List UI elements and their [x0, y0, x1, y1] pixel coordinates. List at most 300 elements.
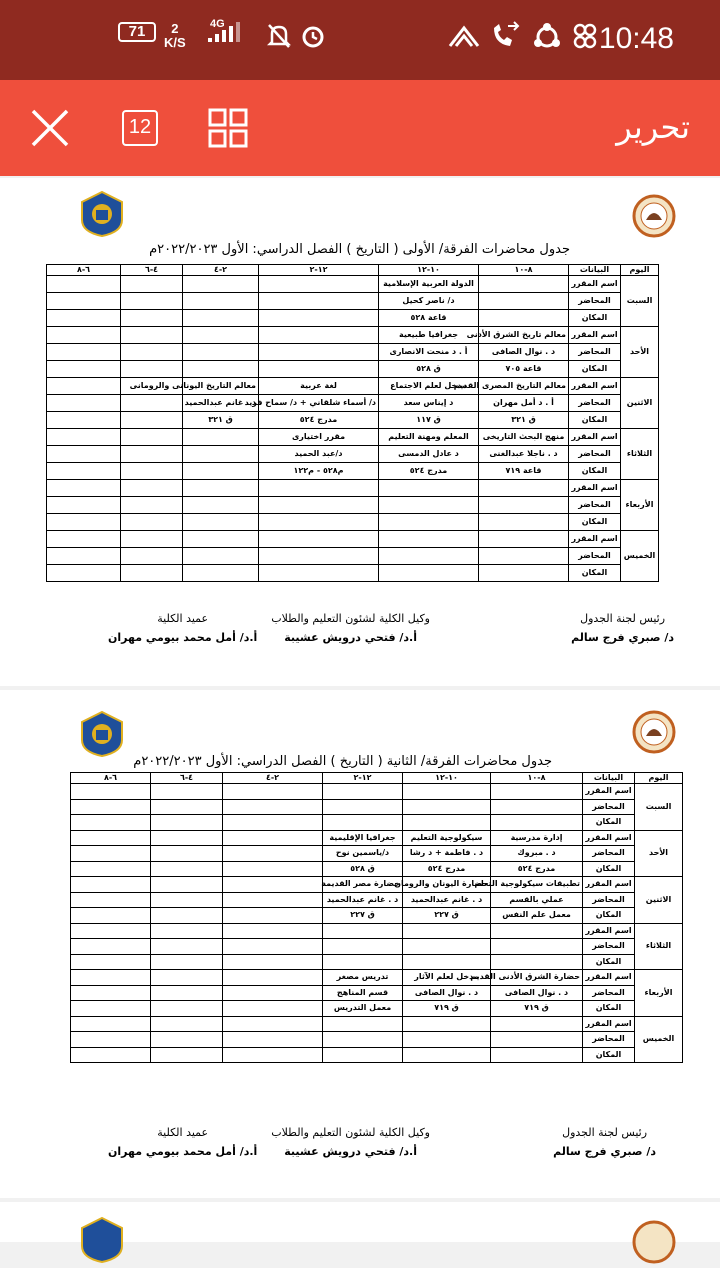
- schedule-cell: [183, 497, 259, 514]
- day-name: الثلاثاء: [621, 429, 659, 480]
- schedule-cell: [47, 310, 121, 327]
- schedule-cell: [259, 327, 379, 344]
- table-row: [47, 429, 659, 446]
- faculty-logo-icon: [632, 710, 676, 758]
- schedule-table: [70, 772, 683, 1063]
- schedule-cell: [183, 361, 259, 378]
- schedule-cell: [403, 1016, 491, 1032]
- day-name: الاثنين: [621, 378, 659, 429]
- schedule-cell: الدولة العربية الإسلامية: [379, 276, 479, 293]
- column-header: اليوم: [635, 773, 683, 784]
- row-label: المحاضر: [569, 446, 621, 463]
- row-label: المكان: [569, 310, 621, 327]
- schedule-cell: [479, 480, 569, 497]
- schedule-cell: د . مبروك: [491, 846, 583, 862]
- schedule-cell: [259, 514, 379, 531]
- schedule-cell: [121, 446, 183, 463]
- schedule-cell: د/ أسماء شلقاني + د/ سماح فريد: [259, 395, 379, 412]
- schedule-cell: معمل التدريس: [323, 1001, 403, 1017]
- row-label: المحاضر: [569, 395, 621, 412]
- schedule-cell: [47, 276, 121, 293]
- schedule-cell: [151, 970, 223, 986]
- schedule-cell: [479, 310, 569, 327]
- row-label: المحاضر: [569, 548, 621, 565]
- schedule-cell: ق ٣٢١: [183, 412, 259, 429]
- schedule-cell: [379, 514, 479, 531]
- schedule-cell: [71, 784, 151, 800]
- schedule-cell: [47, 548, 121, 565]
- table-row: [71, 799, 683, 815]
- row-label: اسم المقرر: [569, 276, 621, 293]
- schedule-cell: [223, 784, 323, 800]
- schedule-cell: [223, 877, 323, 893]
- schedule-cell: [323, 1016, 403, 1032]
- column-header: ٨-١٠: [491, 773, 583, 784]
- schedule-cell: معالم التاريخ اليونانى والرومانى: [183, 378, 259, 395]
- clock: 10:48: [598, 22, 674, 55]
- schedule-cell: [403, 1047, 491, 1063]
- schedule-cell: [71, 1032, 151, 1048]
- schedule-cell: حضارة مصر القديمة: [323, 877, 403, 893]
- column-header: ٨-١٠: [479, 265, 569, 276]
- schedule-cell: [223, 861, 323, 877]
- schedule-cell: [491, 954, 583, 970]
- schedule-cell: قاعة ٥٢٨: [379, 310, 479, 327]
- schedule-cell: [151, 1016, 223, 1032]
- schedule-cell: جغرافيا الإقليمية: [323, 830, 403, 846]
- signature-dean: عميد الكلية أ.د/ أمل محمد بيومي مهران: [108, 1126, 258, 1158]
- schedule-cell: [259, 497, 379, 514]
- schedule-cell: [183, 514, 259, 531]
- schedule-cell: مدخل لعلم الاجتماع: [379, 378, 479, 395]
- schedule-cell: [151, 784, 223, 800]
- row-label: اسم المقرر: [583, 970, 635, 986]
- schedule-cell: [479, 514, 569, 531]
- row-label: المحاضر: [583, 892, 635, 908]
- row-label: اسم المقرر: [569, 531, 621, 548]
- table-row: [71, 908, 683, 924]
- schedule-cell: [379, 565, 479, 582]
- schedule-cell: [323, 1047, 403, 1063]
- schedule-cell: [121, 395, 183, 412]
- column-header: ٢-٤: [183, 265, 259, 276]
- grid-icon: [208, 108, 248, 148]
- schedule-cell: [183, 293, 259, 310]
- schedule-cell: د . ناجلا عبدالغنى: [479, 446, 569, 463]
- column-header: ١٠-١٢: [403, 773, 491, 784]
- schedule-cell: [121, 514, 183, 531]
- schedule-cell: د/ ناصر كحيل: [379, 293, 479, 310]
- schedule-cell: مدرج ٥٢٤: [403, 861, 491, 877]
- schedule-cell: [479, 293, 569, 310]
- day-name: الثلاثاء: [635, 923, 683, 970]
- schedule-cell: [151, 954, 223, 970]
- schedule-cell: [121, 310, 183, 327]
- edit-button[interactable]: تحرير: [616, 108, 690, 146]
- schedule-cell: تطبيقات سيكولوجية التعلم: [491, 877, 583, 893]
- grid-view-button[interactable]: [208, 108, 248, 148]
- schedule-cell: [183, 344, 259, 361]
- schedule-cell: [121, 497, 183, 514]
- mute-icon: [266, 22, 292, 57]
- schedule-cell: [223, 799, 323, 815]
- schedule-cell: د . نوال الصافى: [403, 985, 491, 1001]
- university-logo-icon: [80, 190, 124, 238]
- day-name: الأحد: [635, 830, 683, 877]
- schedule-cell: [71, 877, 151, 893]
- schedule-cell: ق ٧١٩: [491, 1001, 583, 1017]
- schedule-cell: مدرج ٥٢٤: [379, 463, 479, 480]
- schedule-cell: معمل علم النفس: [491, 908, 583, 924]
- day-name: السبت: [635, 784, 683, 831]
- schedule-cell: معالم التاريخ المصرى القديم: [479, 378, 569, 395]
- schedule-cell: [47, 565, 121, 582]
- schedule-cell: د عادل الدمسى: [379, 446, 479, 463]
- table-row: [47, 412, 659, 429]
- row-label: المحاضر: [583, 846, 635, 862]
- schedule-cell: [479, 276, 569, 293]
- row-label: المكان: [569, 412, 621, 429]
- table-row: [71, 892, 683, 908]
- table-row: [71, 846, 683, 862]
- schedule-cell: [259, 361, 379, 378]
- schedule-cell: [151, 815, 223, 831]
- table-row: [47, 548, 659, 565]
- table-row: [47, 378, 659, 395]
- schedule-cell: [403, 954, 491, 970]
- schedule-cell: [259, 548, 379, 565]
- row-label: اسم المقرر: [583, 784, 635, 800]
- university-logo-icon: [80, 1216, 124, 1264]
- row-label: المكان: [583, 1001, 635, 1017]
- schedule-cell: سيكولوجية التعليم: [403, 830, 491, 846]
- schedule-cell: [71, 970, 151, 986]
- schedule-cell: [71, 908, 151, 924]
- table-row: [71, 1047, 683, 1063]
- column-header: اليوم: [621, 265, 659, 276]
- schedule-cell: د إيناس سعد: [379, 395, 479, 412]
- column-header: ٤-٦: [121, 265, 183, 276]
- signature-vice-dean: وكيل الكلية لشئون التعليم والطلاب أ.د/ فتحي درويش عشيبة: [271, 612, 430, 644]
- schedule-cell: [223, 954, 323, 970]
- schedule-cell: [491, 939, 583, 955]
- schedule-cell: [479, 548, 569, 565]
- schedule-cell: جغرافيا طبيعية: [379, 327, 479, 344]
- day-name: الخميس: [635, 1016, 683, 1063]
- table-header-row: [47, 265, 659, 276]
- schedule-cell: [121, 565, 183, 582]
- column-header: البيانات: [569, 265, 621, 276]
- schedule-cell: [151, 985, 223, 1001]
- schedule-cell: [71, 1047, 151, 1063]
- table-row: [47, 480, 659, 497]
- row-label: المحاضر: [569, 497, 621, 514]
- schedule-cell: [71, 923, 151, 939]
- column-header: البيانات: [583, 773, 635, 784]
- table-row: [71, 861, 683, 877]
- schedule-cell: ق ٢٢٧: [323, 908, 403, 924]
- schedule-cell: د/عبد الحميد: [259, 446, 379, 463]
- schedule-cell: [47, 395, 121, 412]
- table-row: [71, 954, 683, 970]
- schedule-cell: [71, 985, 151, 1001]
- schedule-cell: [151, 830, 223, 846]
- row-label: اسم المقرر: [569, 429, 621, 446]
- row-label: المحاضر: [583, 939, 635, 955]
- table-row: [47, 327, 659, 344]
- row-label: المكان: [569, 463, 621, 480]
- row-label: المحاضر: [583, 799, 635, 815]
- schedule-cell: قاعة ٧١٩: [479, 463, 569, 480]
- schedule-cell: [479, 565, 569, 582]
- schedule-cell: [151, 799, 223, 815]
- schedule-cell: [71, 892, 151, 908]
- schedule-cell: ق ٣٢١: [479, 412, 569, 429]
- column-header: ١٢-٢: [259, 265, 379, 276]
- schedule-cell: [223, 830, 323, 846]
- schedule-cell: [121, 531, 183, 548]
- schedule-cell: [379, 531, 479, 548]
- schedule-cell: [71, 830, 151, 846]
- schedule-cell: [121, 480, 183, 497]
- schedule-cell: [403, 799, 491, 815]
- schedule-cell: [223, 970, 323, 986]
- row-label: المكان: [583, 908, 635, 924]
- row-label: اسم المقرر: [583, 923, 635, 939]
- schedule-cell: [71, 1016, 151, 1032]
- schedule-cell: [151, 861, 223, 877]
- day-name: السبت: [621, 276, 659, 327]
- schedule-cell: [259, 310, 379, 327]
- row-label: اسم المقرر: [583, 877, 635, 893]
- schedule-cell: [479, 497, 569, 514]
- row-label: المكان: [583, 1047, 635, 1063]
- row-label: المكان: [569, 361, 621, 378]
- schedule-title: جدول محاضرات الفرقة/ الأولى ( التاريخ ) الفصل الدراسي: الأول ٢٠٢٢/٢٠٢٣م: [149, 242, 570, 257]
- schedule-cell: م٥٢٨ - م١٢٢: [259, 463, 379, 480]
- schedule-cell: [223, 1016, 323, 1032]
- schedule-cell: [223, 923, 323, 939]
- schedule-cell: مقرر اختيارى: [259, 429, 379, 446]
- schedule-cell: د . غانم عبدالحميد: [183, 395, 259, 412]
- sync-icon: [532, 22, 562, 59]
- schedule-cell: [183, 548, 259, 565]
- schedule-cell: د/ياسمين نوح: [323, 846, 403, 862]
- schedule-cell: [121, 412, 183, 429]
- row-label: اسم المقرر: [583, 1016, 635, 1032]
- schedule-cell: المعلم ومهنة التعليم: [379, 429, 479, 446]
- schedule-cell: [71, 954, 151, 970]
- column-header: ٤-٦: [151, 773, 223, 784]
- schedule-cell: د . غانم عبدالحميد: [323, 892, 403, 908]
- schedule-cell: [379, 497, 479, 514]
- schedule-cell: [47, 497, 121, 514]
- column-header: ١٠-١٢: [379, 265, 479, 276]
- row-label: المكان: [569, 514, 621, 531]
- faculty-logo-icon: [632, 194, 676, 242]
- schedule-cell: [121, 276, 183, 293]
- schedule-cell: [71, 939, 151, 955]
- schedule-cell: [323, 799, 403, 815]
- schedule-cell: [151, 923, 223, 939]
- schedule-cell: [151, 892, 223, 908]
- network-type: 4G: [210, 18, 225, 30]
- schedule-cell: [183, 276, 259, 293]
- schedule-cell: [151, 846, 223, 862]
- schedule-cell: معالم تاريخ الشرق الأدنى: [479, 327, 569, 344]
- schedule-cell: [223, 1047, 323, 1063]
- signature-committee: رئيس لجنة الجدول د/ صبري فرج سالم: [553, 1126, 656, 1158]
- schedule-cell: [183, 565, 259, 582]
- schedule-cell: [403, 939, 491, 955]
- schedule-cell: [151, 877, 223, 893]
- row-label: المكان: [583, 861, 635, 877]
- schedule-cell: [223, 815, 323, 831]
- schedule-cell: ق ١١٧: [379, 412, 479, 429]
- row-label: المكان: [569, 565, 621, 582]
- schedule-cell: [71, 846, 151, 862]
- table-row: [71, 1032, 683, 1048]
- schedule-cell: [151, 1001, 223, 1017]
- schedule-cell: [47, 412, 121, 429]
- schedule-cell: [223, 892, 323, 908]
- schedule-cell: أ . د أمل مهران: [479, 395, 569, 412]
- column-header: ٢-٤: [223, 773, 323, 784]
- schedule-cell: مدخل لعلم الآثار: [403, 970, 491, 986]
- schedule-cell: [47, 293, 121, 310]
- schedule-cell: عملي بالقسم: [491, 892, 583, 908]
- schedule-cell: [379, 480, 479, 497]
- table-row: [71, 815, 683, 831]
- schedule-cell: [47, 463, 121, 480]
- close-icon: [30, 108, 70, 148]
- signature-dean: عميد الكلية أ.د/ أمل محمد بيومي مهران: [108, 612, 258, 644]
- schedule-cell: [323, 784, 403, 800]
- schedule-cell: [47, 531, 121, 548]
- schedule-cell: [47, 378, 121, 395]
- schedule-cell: [71, 861, 151, 877]
- row-label: المحاضر: [583, 985, 635, 1001]
- schedule-cell: [259, 276, 379, 293]
- column-header: ٦-٨: [47, 265, 121, 276]
- table-row: [71, 970, 683, 986]
- schedule-cell: [223, 908, 323, 924]
- schedule-cell: [121, 463, 183, 480]
- schedule-cell: [151, 908, 223, 924]
- status-bar: [0, 0, 720, 80]
- schedule-cell: [121, 548, 183, 565]
- university-logo-icon: [80, 710, 124, 758]
- schedule-cell: [323, 815, 403, 831]
- table-row: [47, 310, 659, 327]
- schedule-cell: قسم المناهج: [323, 985, 403, 1001]
- schedule-cell: [223, 1032, 323, 1048]
- schedule-cell: د . نوال الصافى: [491, 985, 583, 1001]
- schedule-cell: [183, 327, 259, 344]
- schedule-cell: لغة عربية: [259, 378, 379, 395]
- schedule-cell: [259, 565, 379, 582]
- schedule-cell: [183, 480, 259, 497]
- battery-indicator: 71: [118, 22, 156, 42]
- schedule-cell: [121, 429, 183, 446]
- table-row: [47, 276, 659, 293]
- schedule-table: [46, 264, 659, 582]
- schedule-cell: [47, 361, 121, 378]
- call-forward-icon: [490, 22, 522, 59]
- schedule-cell: [491, 1016, 583, 1032]
- schedule-cell: مدرج ٥٢٤: [259, 412, 379, 429]
- table-row: [71, 877, 683, 893]
- table-row: [71, 1001, 683, 1017]
- column-header: ٦-٨: [71, 773, 151, 784]
- schedule-cell: [121, 344, 183, 361]
- schedule-cell: د . فاطمة + د رشا: [403, 846, 491, 862]
- alarm-icon: [300, 22, 326, 57]
- schedule-cell: [491, 1047, 583, 1063]
- schedule-cell: [323, 954, 403, 970]
- schedule-cell: [121, 293, 183, 310]
- schedule-cell: د . غانم عبدالحميد: [403, 892, 491, 908]
- table-row: [71, 1016, 683, 1032]
- page-count-button[interactable]: 12: [122, 110, 158, 146]
- table-row: [71, 923, 683, 939]
- schedule-cell: [47, 480, 121, 497]
- close-button[interactable]: [30, 108, 70, 148]
- schedule-cell: منهج البحث التاريخى: [479, 429, 569, 446]
- table-row: [71, 985, 683, 1001]
- schedule-cell: ق ٥٢٨: [323, 861, 403, 877]
- schedule-cell: [121, 361, 183, 378]
- schedule-cell: [71, 799, 151, 815]
- schedule-title: جدول محاضرات الفرقة/ الثانية ( التاريخ ) الفصل الدراسي: الأول ٢٠٢٢/٢٠٢٣م: [133, 754, 552, 769]
- schedule-cell: [259, 344, 379, 361]
- schedule-cell: [151, 939, 223, 955]
- table-row: [47, 463, 659, 480]
- signature-committee: رئيس لجنة الجدول د/ صبري فرج سالم: [571, 612, 674, 644]
- row-label: المحاضر: [569, 344, 621, 361]
- schedule-cell: د . نوال الصافى: [479, 344, 569, 361]
- document-page-2: [0, 690, 720, 1198]
- table-row: [47, 395, 659, 412]
- schedule-cell: [223, 939, 323, 955]
- schedule-cell: [223, 1001, 323, 1017]
- schedule-cell: ق ٢٢٧: [403, 908, 491, 924]
- row-label: المكان: [583, 815, 635, 831]
- schedule-cell: [183, 429, 259, 446]
- table-row: [71, 939, 683, 955]
- schedule-cell: [47, 327, 121, 344]
- schedule-cell: حضارة الشرق الأدنى القديم: [491, 970, 583, 986]
- day-name: الأحد: [621, 327, 659, 378]
- schedule-cell: [491, 799, 583, 815]
- nfc-icon: [572, 22, 598, 57]
- schedule-cell: قاعة ٧٠٥: [479, 361, 569, 378]
- schedule-cell: [47, 514, 121, 531]
- schedule-cell: [323, 1032, 403, 1048]
- schedule-cell: [71, 815, 151, 831]
- app-logo-icon: [448, 22, 480, 57]
- schedule-cell: [47, 446, 121, 463]
- day-name: الخميس: [621, 531, 659, 582]
- document-page-1: [0, 178, 720, 686]
- schedule-cell: [183, 310, 259, 327]
- schedule-cell: ق ٥٢٨: [379, 361, 479, 378]
- schedule-cell: [121, 327, 183, 344]
- schedule-cell: [183, 446, 259, 463]
- table-row: [47, 344, 659, 361]
- schedule-cell: [223, 846, 323, 862]
- table-row: [47, 497, 659, 514]
